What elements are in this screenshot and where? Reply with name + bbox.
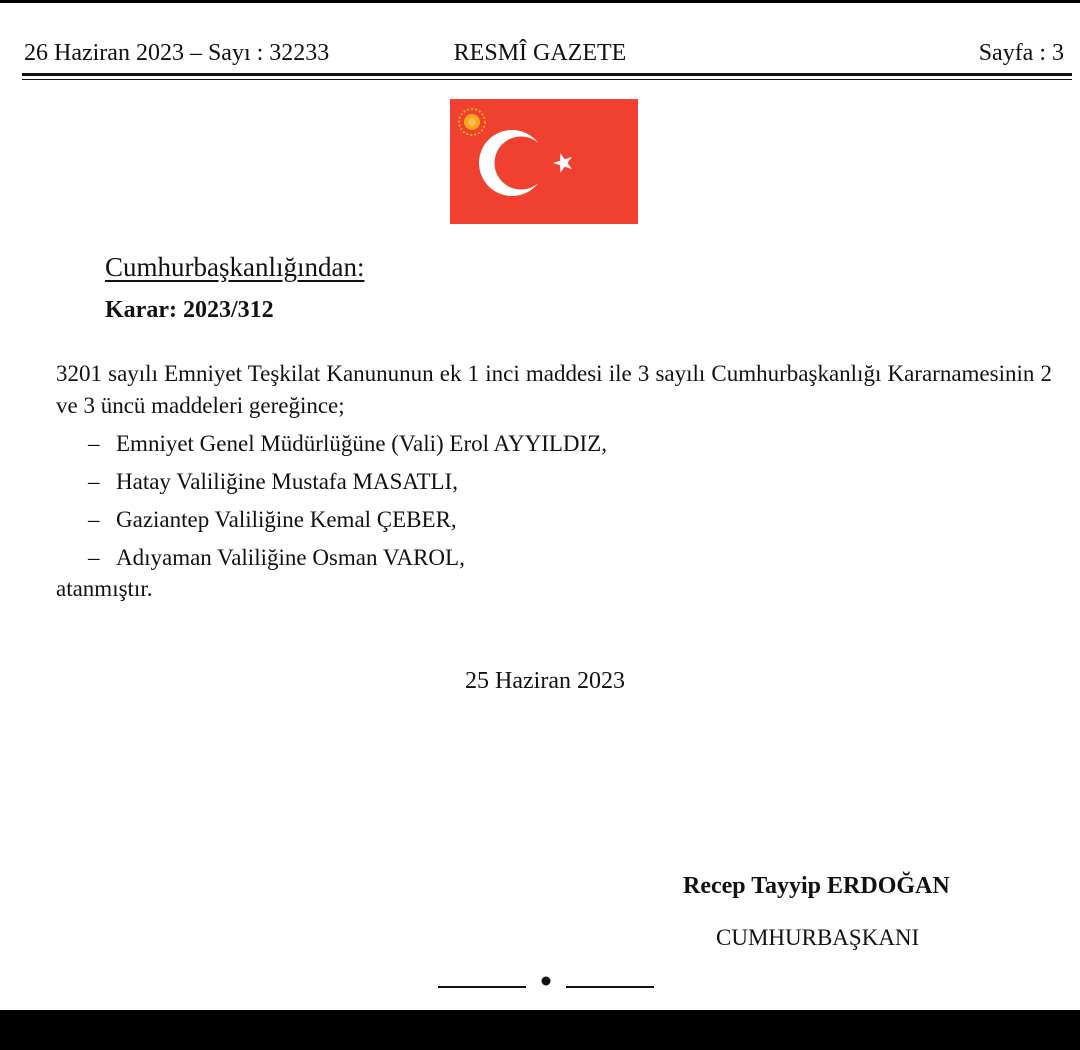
header-rule-thick: [22, 73, 1072, 76]
decision-number: Karar: 2023/312: [105, 297, 274, 323]
list-dash: –: [88, 507, 100, 532]
appointment-text: Gaziantep Valiliğine Kemal ÇEBER,: [116, 507, 457, 532]
list-item: [88, 542, 607, 580]
header-rule-thin: [22, 79, 1072, 80]
decision-date: 25 Haziran 2023: [465, 668, 625, 694]
list-item: [88, 504, 607, 542]
top-border: [0, 0, 1080, 3]
gazette-title: RESMÎ GAZETE: [453, 40, 627, 66]
list-dash: –: [88, 431, 100, 456]
appointment-text: Adıyaman Valiliğine Osman VAROL,: [116, 545, 465, 570]
list-dash: –: [88, 469, 100, 494]
gazette-header: [0, 36, 1080, 72]
list-item: [88, 466, 607, 504]
list-item: [88, 428, 607, 466]
intro-paragraph: 3201 sayılı Emniyet Teşkilat Kanununun ek 1 inci maddesi ile 3 sayılı Cumhurbaşkanlığı Kararnamesinin 2 ve 3 üncü maddeleri gereğince;: [56, 361, 1052, 418]
list-dash: –: [88, 545, 100, 570]
appointment-list: [88, 428, 607, 580]
signer-name: Recep Tayyip ERDOĞAN: [683, 873, 950, 899]
signer-title: CUMHURBAŞKANI: [716, 925, 920, 950]
issuing-authority: Cumhurbaşkanlığından:: [105, 252, 365, 282]
bottom-border: [0, 1010, 1080, 1050]
issue-info: 26 Haziran 2023 – Sayı : 32233: [24, 40, 330, 66]
closing-text: atanmıştır.: [56, 576, 153, 601]
appointment-text: Emniyet Genel Müdürlüğüne (Vali) Erol AYYILDIZ,: [116, 431, 607, 456]
turkish-flag-icon: [450, 99, 638, 224]
end-of-document-mark: [436, 972, 658, 992]
page-number: Sayfa : 3: [978, 40, 1064, 66]
appointment-text: Hatay Valiliğine Mustafa MASATLI,: [116, 469, 458, 494]
